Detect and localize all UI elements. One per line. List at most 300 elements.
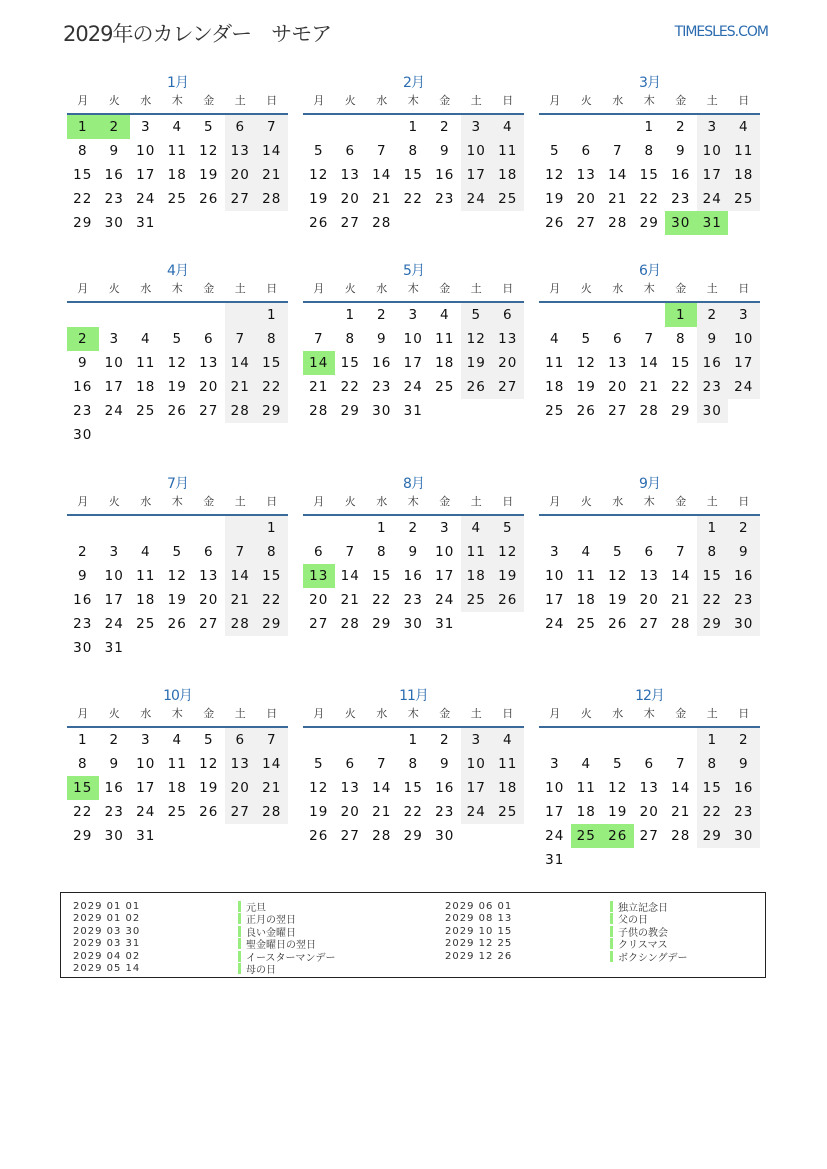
day-cell: 20 (309, 592, 329, 608)
day-cell: 28 (608, 215, 628, 231)
day-cell: 15 (340, 355, 360, 371)
day-cell: 16 (73, 592, 93, 608)
weekday-label: 金 (439, 707, 451, 720)
legend-holiday-name: 子供の教会 (618, 927, 668, 939)
day-grid (303, 516, 524, 636)
day-cell: 27 (225, 800, 257, 824)
day-cell: 21 (639, 379, 659, 395)
day-cell: 23 (435, 191, 455, 207)
day-cell: 26 (461, 375, 493, 399)
month-10 (67, 687, 288, 848)
legend-date: 2029 12 26 (445, 950, 513, 962)
weekday-label: 火 (108, 707, 120, 720)
day-cell: 21 (225, 375, 257, 399)
day-cell: 31 (136, 828, 156, 844)
weekday-label: 水 (140, 94, 152, 107)
day-cell: 26 (199, 191, 219, 207)
day-cell: 15 (697, 564, 729, 588)
day-cell: 8 (77, 756, 88, 772)
empty-cell (492, 399, 524, 423)
day-cell: 1 (697, 728, 729, 752)
day-cell: 11 (461, 540, 493, 564)
day-cell: 8 (256, 540, 288, 564)
weekday-label: 日 (738, 707, 750, 720)
day-cell: 10 (435, 544, 455, 560)
day-cell: 8 (675, 331, 686, 347)
legend-holiday-name: 独立記念日 (618, 902, 668, 914)
day-cell: 21 (671, 592, 691, 608)
holiday-marker (610, 913, 613, 924)
weekday-label: 月 (313, 282, 325, 295)
day-cell: 17 (545, 592, 565, 608)
day-cell: 4 (140, 544, 151, 560)
day-cell: 16 (104, 167, 124, 183)
day-cell: 28 (225, 612, 257, 636)
weekday-label: 木 (643, 495, 655, 508)
legend-holiday-name: ボクシングデー (618, 952, 688, 964)
day-cell: 19 (167, 592, 187, 608)
empty-cell (193, 423, 225, 447)
legend-date: 2029 08 13 (445, 913, 513, 925)
day-cell: 17 (697, 163, 729, 187)
day-grid (539, 115, 760, 235)
day-cell: 2 (77, 544, 88, 560)
day-cell: 30 (697, 399, 729, 423)
day-cell: 17 (104, 379, 124, 395)
day-cell: 4 (581, 544, 592, 560)
day-cell: 1 (665, 303, 697, 327)
day-grid (539, 516, 760, 636)
weekday-label: 金 (675, 282, 687, 295)
weekday-label: 金 (439, 94, 451, 107)
weekday-label: 金 (439, 495, 451, 508)
day-cell: 4 (461, 516, 493, 540)
day-cell: 18 (461, 564, 493, 588)
legend-row (73, 950, 336, 963)
empty-cell (602, 115, 634, 139)
day-cell: 16 (435, 167, 455, 183)
empty-cell (335, 115, 367, 139)
legend-holiday-name: 正月の翌日 (246, 915, 296, 927)
day-cell: 5 (313, 756, 324, 772)
day-cell: 4 (492, 728, 524, 752)
day-cell: 28 (671, 828, 691, 844)
empty-cell (99, 303, 131, 327)
day-cell: 14 (671, 568, 691, 584)
day-cell: 26 (167, 403, 187, 419)
day-cell: 1 (77, 732, 88, 748)
day-cell: 22 (403, 804, 423, 820)
holiday-marker (610, 901, 613, 912)
day-cell: 13 (303, 564, 335, 588)
empty-cell (461, 399, 493, 423)
day-cell: 7 (345, 544, 356, 560)
day-grid (303, 115, 524, 235)
day-cell: 14 (225, 351, 257, 375)
weekday-label: 水 (140, 707, 152, 720)
day-cell: 20 (639, 592, 659, 608)
day-cell: 6 (225, 115, 257, 139)
day-cell: 21 (225, 588, 257, 612)
day-cell: 4 (140, 331, 151, 347)
day-cell: 3 (461, 728, 493, 752)
day-cell: 20 (199, 592, 219, 608)
day-cell: 30 (104, 215, 124, 231)
day-cell: 1 (345, 307, 356, 323)
empty-cell (728, 399, 760, 423)
day-cell: 19 (576, 379, 596, 395)
legend-date: 2029 01 02 (73, 913, 141, 925)
day-cell: 24 (697, 187, 729, 211)
day-cell: 1 (256, 303, 288, 327)
empty-cell (335, 728, 367, 752)
day-cell: 29 (697, 612, 729, 636)
day-cell: 31 (104, 640, 124, 656)
day-cell: 29 (697, 824, 729, 848)
day-cell: 11 (728, 139, 760, 163)
weekday-label: 水 (376, 282, 388, 295)
day-cell: 14 (639, 355, 659, 371)
weekday-label: 木 (407, 94, 419, 107)
day-cell: 13 (225, 139, 257, 163)
day-cell: 8 (256, 327, 288, 351)
day-cell: 17 (104, 592, 124, 608)
day-cell: 16 (104, 780, 124, 796)
day-grid (67, 516, 288, 660)
day-cell: 18 (576, 592, 596, 608)
day-cell: 13 (639, 780, 659, 796)
empty-cell (193, 516, 225, 540)
weekday-label: 土 (234, 495, 246, 508)
empty-cell (256, 636, 288, 660)
weekday-label: 火 (344, 707, 356, 720)
day-cell: 29 (256, 612, 288, 636)
day-cell: 15 (697, 776, 729, 800)
day-cell: 3 (140, 119, 151, 135)
day-cell: 18 (435, 355, 455, 371)
day-cell: 10 (461, 752, 493, 776)
day-cell: 1 (644, 119, 655, 135)
day-cell: 20 (608, 379, 628, 395)
day-cell: 12 (461, 327, 493, 351)
day-cell: 28 (372, 828, 392, 844)
empty-cell (539, 516, 571, 540)
day-cell: 27 (199, 403, 219, 419)
day-cell: 7 (225, 327, 257, 351)
month-2 (303, 74, 524, 235)
day-cell: 2 (697, 303, 729, 327)
day-cell: 20 (492, 351, 524, 375)
day-cell: 1 (376, 520, 387, 536)
day-cell: 3 (697, 115, 729, 139)
empty-cell (461, 824, 493, 848)
day-cell: 30 (73, 640, 93, 656)
day-cell: 19 (492, 564, 524, 588)
day-cell: 6 (644, 544, 655, 560)
day-cell: 11 (167, 756, 187, 772)
empty-cell (303, 115, 335, 139)
weekday-header (539, 705, 760, 723)
day-cell: 12 (576, 355, 596, 371)
day-cell: 19 (199, 167, 219, 183)
legend-date: 2029 03 31 (73, 938, 141, 950)
weekday-label: 月 (77, 94, 89, 107)
day-cell: 26 (602, 824, 634, 848)
holiday-marker (238, 963, 241, 974)
weekday-label: 日 (502, 282, 514, 295)
weekday-header (539, 280, 760, 298)
empty-cell (429, 399, 461, 423)
day-cell: 3 (728, 303, 760, 327)
day-cell: 18 (136, 592, 156, 608)
day-cell: 26 (309, 828, 329, 844)
day-cell: 12 (309, 167, 329, 183)
weekday-label: 土 (706, 707, 718, 720)
day-cell: 31 (435, 616, 455, 632)
day-cell: 23 (671, 191, 691, 207)
day-cell: 31 (545, 852, 565, 868)
day-cell: 1 (256, 516, 288, 540)
weekday-label: 日 (738, 94, 750, 107)
day-cell: 21 (256, 163, 288, 187)
day-cell: 1 (697, 516, 729, 540)
day-cell: 19 (461, 351, 493, 375)
day-cell: 2 (439, 732, 450, 748)
weekday-label: 月 (549, 495, 561, 508)
day-cell: 25 (492, 187, 524, 211)
day-cell: 12 (309, 780, 329, 796)
day-cell: 25 (136, 616, 156, 632)
day-cell: 4 (172, 732, 183, 748)
day-cell: 28 (256, 800, 288, 824)
empty-cell (130, 303, 162, 327)
day-cell: 27 (225, 187, 257, 211)
day-cell: 26 (545, 215, 565, 231)
day-cell: 20 (225, 776, 257, 800)
weekday-label: 木 (407, 495, 419, 508)
empty-cell (303, 516, 335, 540)
month-9 (539, 475, 760, 636)
weekday-label: 火 (108, 282, 120, 295)
month-4 (67, 262, 288, 447)
empty-cell (193, 636, 225, 660)
day-cell: 18 (136, 379, 156, 395)
day-cell: 8 (697, 540, 729, 564)
holiday-marker (238, 951, 241, 962)
day-cell: 15 (73, 167, 93, 183)
weekday-label: 土 (234, 282, 246, 295)
day-cell: 9 (675, 143, 686, 159)
day-cell: 11 (492, 139, 524, 163)
day-cell: 28 (372, 215, 392, 231)
weekday-label: 月 (313, 707, 325, 720)
holiday-marker (610, 926, 613, 937)
empty-cell (571, 303, 603, 327)
day-cell: 10 (728, 327, 760, 351)
day-cell: 8 (345, 331, 356, 347)
day-cell: 19 (608, 804, 628, 820)
empty-cell (571, 728, 603, 752)
empty-cell (162, 636, 194, 660)
month-title: 5月 (403, 263, 424, 279)
day-cell: 15 (639, 167, 659, 183)
month-title: 3月 (639, 75, 660, 91)
empty-cell (398, 211, 430, 235)
day-cell: 26 (199, 804, 219, 820)
legend-holiday-name: クリスマス (618, 940, 668, 952)
legend-date: 2029 03 30 (73, 925, 141, 937)
day-cell: 24 (545, 828, 565, 844)
day-cell: 24 (403, 379, 423, 395)
empty-cell (665, 848, 697, 872)
weekday-label: 木 (171, 495, 183, 508)
day-cell: 14 (340, 568, 360, 584)
day-cell: 11 (136, 355, 156, 371)
legend-date: 2029 10 15 (445, 925, 513, 937)
day-cell: 5 (203, 732, 214, 748)
day-cell: 16 (671, 167, 691, 183)
day-cell: 18 (492, 163, 524, 187)
weekday-header (539, 493, 760, 511)
day-cell: 9 (408, 544, 419, 560)
weekday-header (67, 493, 288, 511)
day-cell: 27 (608, 403, 628, 419)
day-cell: 22 (403, 191, 423, 207)
month-7 (67, 475, 288, 660)
day-cell: 8 (408, 756, 419, 772)
day-cell: 21 (608, 191, 628, 207)
brand-logo[interactable]: TIMESLES.COM (674, 24, 768, 40)
day-cell: 5 (612, 756, 623, 772)
day-cell: 23 (104, 191, 124, 207)
day-cell: 23 (73, 616, 93, 632)
day-cell: 30 (728, 612, 760, 636)
day-cell: 15 (256, 564, 288, 588)
day-cell: 17 (136, 167, 156, 183)
month-title: 11月 (399, 688, 428, 704)
day-cell: 22 (73, 191, 93, 207)
day-cell: 27 (340, 828, 360, 844)
day-cell: 12 (492, 540, 524, 564)
month-title: 6月 (639, 263, 660, 279)
day-cell: 25 (492, 800, 524, 824)
weekday-header (303, 280, 524, 298)
day-cell: 28 (256, 187, 288, 211)
day-cell: 9 (77, 568, 88, 584)
day-cell: 5 (461, 303, 493, 327)
day-cell: 24 (136, 191, 156, 207)
day-cell: 5 (612, 544, 623, 560)
legend-date: 2029 12 25 (445, 938, 513, 950)
day-cell: 3 (439, 520, 450, 536)
weekday-label: 木 (643, 94, 655, 107)
day-cell: 12 (167, 568, 187, 584)
day-cell: 7 (376, 756, 387, 772)
empty-cell (67, 303, 99, 327)
day-cell: 2 (439, 119, 450, 135)
empty-cell (492, 211, 524, 235)
day-cell: 2 (675, 119, 686, 135)
day-cell: 10 (461, 139, 493, 163)
day-cell: 26 (492, 588, 524, 612)
day-cell: 14 (608, 167, 628, 183)
day-cell: 29 (340, 403, 360, 419)
day-cell: 3 (461, 115, 493, 139)
day-cell: 9 (376, 331, 387, 347)
day-cell: 17 (136, 780, 156, 796)
day-cell: 30 (665, 211, 697, 235)
day-cell: 24 (104, 616, 124, 632)
day-cell: 24 (104, 403, 124, 419)
day-cell: 11 (576, 780, 596, 796)
empty-cell (225, 303, 257, 327)
day-cell: 10 (545, 780, 565, 796)
weekday-label: 月 (313, 94, 325, 107)
day-cell: 3 (549, 756, 560, 772)
day-cell: 12 (545, 167, 565, 183)
weekday-label: 月 (549, 94, 561, 107)
weekday-label: 日 (502, 495, 514, 508)
day-cell: 27 (492, 375, 524, 399)
empty-cell (366, 728, 398, 752)
legend-row (73, 900, 336, 913)
day-cell: 19 (309, 191, 329, 207)
day-cell: 22 (340, 379, 360, 395)
day-cell: 8 (408, 143, 419, 159)
day-cell: 16 (728, 776, 760, 800)
day-cell: 18 (167, 780, 187, 796)
weekday-label: 木 (171, 282, 183, 295)
holiday-marker (238, 901, 241, 912)
day-cell: 2 (67, 327, 99, 351)
legend-left-column (73, 900, 336, 975)
day-cell: 17 (461, 163, 493, 187)
day-cell: 12 (199, 756, 219, 772)
day-cell: 12 (608, 780, 628, 796)
day-cell: 16 (728, 564, 760, 588)
day-cell: 14 (256, 752, 288, 776)
weekday-label: 火 (580, 707, 592, 720)
day-grid (67, 728, 288, 848)
day-cell: 30 (104, 828, 124, 844)
day-cell: 23 (372, 379, 392, 395)
day-cell: 15 (372, 568, 392, 584)
day-cell: 23 (728, 800, 760, 824)
weekday-label: 木 (407, 707, 419, 720)
day-cell: 21 (256, 776, 288, 800)
day-cell: 25 (728, 187, 760, 211)
weekday-label: 月 (549, 707, 561, 720)
empty-cell (539, 303, 571, 327)
day-cell: 17 (461, 776, 493, 800)
day-cell: 25 (461, 588, 493, 612)
day-cell: 28 (671, 616, 691, 632)
day-cell: 10 (136, 756, 156, 772)
day-cell: 1 (67, 115, 99, 139)
empty-cell (303, 303, 335, 327)
empty-cell (225, 824, 257, 848)
day-cell: 21 (340, 592, 360, 608)
day-cell: 14 (671, 780, 691, 796)
holiday-marker (238, 913, 241, 924)
empty-cell (539, 115, 571, 139)
day-cell: 12 (199, 143, 219, 159)
day-cell: 1 (408, 732, 419, 748)
day-cell: 20 (340, 804, 360, 820)
day-cell: 10 (136, 143, 156, 159)
legend-holiday-name: 聖金曜日の翌日 (246, 940, 316, 952)
empty-cell (99, 516, 131, 540)
